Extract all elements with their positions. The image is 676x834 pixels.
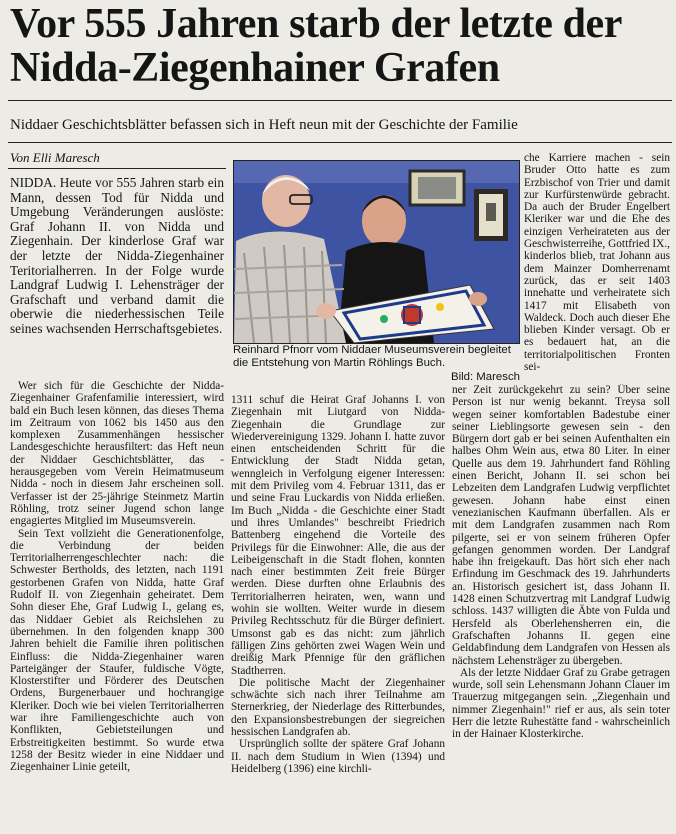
photo-credit: Bild: Maresch bbox=[450, 370, 520, 383]
photo-caption bbox=[233, 344, 520, 384]
article-photo bbox=[233, 160, 520, 344]
col1-paragraph-1: Wer sich für die Geschichte der Nidda-Ziegenhainer Grafenfamilie interessiert, wird bald ein Buch lesen können, das dieses Thema im Zeitraum von 1062 bis 1450 aus den komplexen Zusammenhängen hessischer Landesgeschichte herausfiltert: das Heft neun der Niddaer Geschichtsblätter, das - herausgegeben vom Verein Heimatmuseum Nidda - noch in diesem Jahr erscheinen soll. Verfasser ist der 25-jährige Steinmetz Martin Röhling, trotz seiner Jugend schon lange engagiertes Mitglied im Museumsverein. bbox=[10, 380, 224, 528]
headline: Vor 555 Jahren starb der letzte der Nidda-Ziegenhainer Grafen bbox=[10, 1, 622, 91]
photo-illustration bbox=[234, 161, 519, 343]
column-2 bbox=[231, 394, 445, 832]
headline-rule bbox=[8, 100, 672, 101]
lead-paragraph bbox=[10, 176, 224, 337]
byline: Von Elli Maresch bbox=[10, 150, 100, 165]
col3-paragraph-2: Als der letzte Niddaer Graf zu Grabe getragen wurde, soll sein Lehensmann Johann Clauer im Trauerzug mitgegangen sein. „Ziegenhain und nimmer Ziegenhain!" rief er aus, als sein toter Herr die letzte Ruhestätte fand - wahrscheinlich in der Hainaer Klosterkirche. bbox=[452, 666, 670, 741]
col3-paragraph-1: ner Zeit zurückgekehrt zu sein? Über seine Person ist nur wenig bekannt. Treysa soll wegen seiner komfortablen Badestube einer seiner Lieblingsorte gewesen sein - den Bürgern dort gab er bei seinen Aufenthalten ein halbes Ohm Wein aus, etwa 80 Liter. In einer Quelle aus dem 19. Jahrhundert fand Röhling einen Bericht, Johann II. sei schon bei Lebzeiten dem Landgrafen Ludwig verpflichtet gewesen. Johann habe einst einen venezianischen Kaufmann überfallen. Als er mit dem Landgrafen zusammen nach Rom pilgerte, sei er von seinem früheren Opfer gefangen genommen worden. Der Landgraf habe ihn freigekauft. Das hört sich eher nach Erfindung im Geschmack des 19. Jahrhunderts an. Historisch gesichert ist, dass Johann II. 1428 einen Schutzvertrag mit Landgraf Ludwig schloss. 1437 willigten die Äbte von Fulda und Hersfeld als Oberlehensherren ein, die Grafschaften Johanns II. gegen eine Geldabfindung dem Landgrafen von Hessen als nächstem Lehensträger zu übergeben. bbox=[452, 384, 670, 667]
col2-paragraph-3: Ursprünglich sollte der spätere Graf Johann II. nach dem Studium in Wien (1394) und Heidelberg (1396) eine kirchli- bbox=[231, 738, 445, 775]
subhead-rule bbox=[8, 142, 672, 143]
column-3-bottom bbox=[452, 384, 670, 832]
caption-text: Reinhard Pfnorr vom Niddaer Museumsverein begleitet die Entstehung von Martin Röhlings Buch. bbox=[233, 344, 511, 370]
byline-rule bbox=[8, 168, 226, 169]
subheadline: Niddaer Geschichtsblätter befassen sich in Heft neun mit der Geschichte der Familie bbox=[10, 117, 518, 133]
col3-top-paragraph: che Karriere machen - sein Bruder Otto hatte es zum Erzbischof von Trier und damit zur Kurfürstenwürde gebracht. Da auch der Bruder Engelbert Kleriker war und die Ehe des einzigen Verheirateten aus der Geschwisterreihe, Gottfried IX., kinderlos blieb, trat Johann aus dem Mainzer Domherrenamt zurück, das er seit 1403 innehatte und verheiratete sich 1417 mit Elisabeth von Waldeck. Doch auch dieser Ehe blieben Kinder versagt. Ob er es bedauert hat, an die territorialpolitischen Fronten sei- bbox=[524, 152, 670, 374]
col2-paragraph-2: Die politische Macht der Ziegenhainer schwächte sich nach ihrer Teilnahme am Sternerkrieg, der Niederlage des Ritterbundes, den Expansionsbestrebungen der siegreichen hessischen Landgrafen ab. bbox=[231, 676, 445, 739]
lead-text: NIDDA. Heute vor 555 Jahren starb ein Mann, dessen Tod für Nidda und Umgebung Veränderungen auslöste: Graf Johann II. von Nidda und Ziegenhain. Der kinderlose Graf war der letzte der Nidda-Ziegenhainer Teritorialherren. In der Folge wurde Landgraf Ludwig I. Lehensträger der Grafschaft und verband damit die oberwie die niederhessischen Teile seines wachsenden Herrschaftsgebietes. bbox=[10, 176, 224, 336]
col1-paragraph-2: Sein Text vollzieht die Generationenfolge, die Verbindung der beiden Territorialherrengeschlechter nach: die Schwester Bertholds, des letzten, nach 1191 gestorbenen Grafen von Nidda, hatte Graf Rudolf II. von Ziegenhain geheiratet. Dem Sohn dieser Ehe, Graf Ludwig I., gelang es, das Niddaer Gebiet als Reichslehen zu übernehmen. In den folgenden knapp 300 Jahren behielt die Familie ihren politischen Einfluss: die Nidda-Ziegenhainer waren Parteigänger der Staufer, fuldische Vögte, Klosterstifter und Förderer des Deutschen Ordens, Burgenerbauer und hochrangige Kleriker. Doch wie bei vielen Territorialherren war ihre Familiengeschichte auch von Konflikten, Gebietsteilungen und Erbstreitigkeiten bestimmt. So wurde etwa 1258 der Besitz wieder in eine Niddaer und Ziegenhainer Linie geteilt, bbox=[10, 527, 224, 774]
column-3-top bbox=[524, 152, 670, 378]
column-1 bbox=[10, 380, 224, 832]
col2-paragraph-1: 1311 schuf die Heirat Graf Johanns I. von Ziegenhain mit Liutgard von Nidda-Ziegenhain die Grundlage zur Wiedervereinigung 1329. Johann I. hatte zuvor einen entscheidenden Schritt für die Entwicklung der Stadt Nidda getan, wenngleich in Verfolgung eigener Interessen: mit dem Privileg vom 4. Februar 1311, das er und seine Frau Luckardis von Nidda erließen. Im Buch „Nidda - die Geschichte einer Stadt und ihres Umlandes" beschreibt Friedrich Battenberg eingehend die Vorteile des Privilegs für die Einwohner: Alle, die aus der Leibeigenschaft in die Stadt flohen, konnten nach einer bestimmten Zeit freie Bürger werden. Diese durften ohne Erlaubnis des Territorialherren heiraten, wen, wann und wohin sie wollten. Weiter wurde in diesem Privileg Rechtsschutz für die Bürger definiert. Umsonst gab es das nicht: zum jährlich fälligen Zins gehörten zwei Wagen Wein und dreißig Mark Pfennige für den gräflichen Stadtherren. bbox=[231, 394, 445, 677]
